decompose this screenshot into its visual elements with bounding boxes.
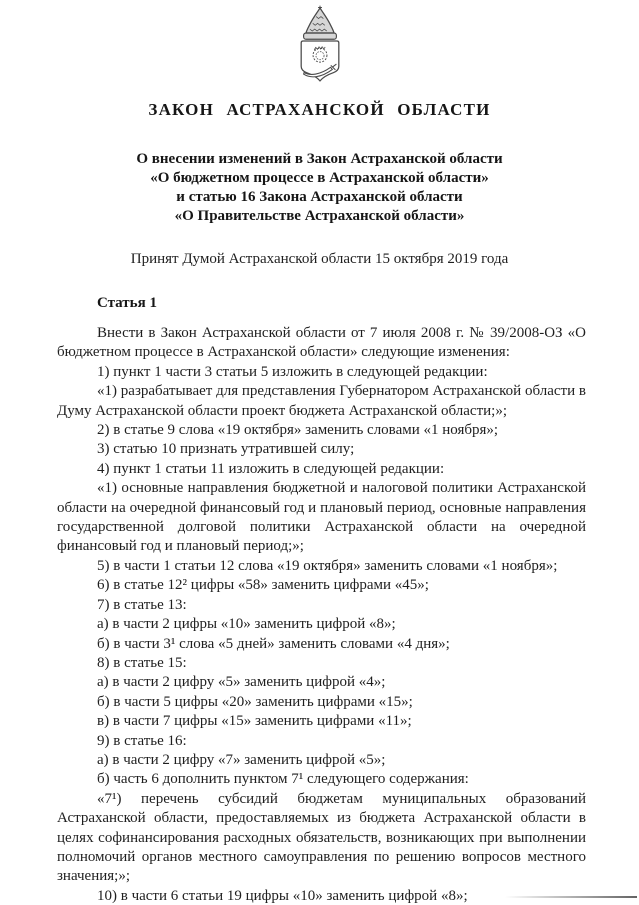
law-title: ЗАКОН АСТРАХАНСКОЙ ОБЛАСТИ xyxy=(148,100,491,119)
paragraph: а) в части 2 цифры «10» заменить цифрой «8»; xyxy=(97,616,396,633)
paragraph: «1) разрабатывает для представления Губернатором Астраханской области в Думу Астраханской области проект бюджета Астраханской области;»; xyxy=(57,383,586,419)
paragraph: 3) статью 10 признать утратившей силу; xyxy=(97,441,355,458)
article-heading: Статья 1 xyxy=(97,295,157,311)
subtitle-line: О внесении изменений в Закон Астраханской области xyxy=(136,151,503,167)
paragraph: 7) в статье 13: xyxy=(97,596,187,613)
paragraph: 8) в статье 15: xyxy=(97,654,187,671)
crown-band-icon xyxy=(303,33,336,39)
subtitle-line: и статью 16 Закона Астраханской области xyxy=(176,189,463,205)
paragraph: Внести в Закон Астраханской области от 7 июля 2008 г. № 39/2008-ОЗ «О бюджетном процессе в Астраханской области» следующие изменения: xyxy=(57,325,586,361)
paragraph: 1) пункт 1 части 3 статьи 5 изложить в следующей редакции: xyxy=(97,363,488,380)
paragraph: 10) в части 6 статьи 19 цифры «10» заменить цифрой «8»; xyxy=(97,887,468,904)
paragraph: «7¹) перечень субсидий бюджетам муниципальных образований Астраханской области, предоставляемых из бюджета Астраханской области в целях софинансирования расходных обязательств, возникающих при выполнении полномочий органов местного самоуправления по решению вопросов местного значения;»; xyxy=(57,790,586,885)
paragraph: 2) в статье 9 слова «19 октября» заменить словами «1 ноября»; xyxy=(97,422,499,439)
subtitle-line: «О бюджетном процессе в Астраханской области» xyxy=(150,170,489,186)
paragraph: 6) в статье 12² цифры «58» заменить цифрами «45»; xyxy=(97,577,429,594)
paragraph: б) в части 3¹ слова «5 дней» заменить словами «4 дня»; xyxy=(97,635,450,652)
paragraph: «1) основные направления бюджетной и налоговой политики Астраханской области на очередной финансовый год и плановый период, основные направления государственной долговой политики Астраханской области на очередной финансовый год и плановый период;»; xyxy=(57,480,586,555)
document-body xyxy=(57,294,586,905)
scan-artifact-line xyxy=(505,896,637,898)
paragraph: 5) в части 1 статьи 12 слова «19 октября» заменить словами «1 ноября»; xyxy=(97,557,558,574)
adoption-line: Принят Думой Астраханской области 15 октября 2019 года xyxy=(130,251,509,267)
paragraph: а) в части 2 цифру «7» заменить цифрой «5»; xyxy=(97,751,386,768)
subtitle-line: «О Правительстве Астраханской области» xyxy=(174,208,465,224)
paragraph: 4) пункт 1 статьи 11 изложить в следующей редакции: xyxy=(97,460,445,477)
paragraph: 9) в статье 16: xyxy=(97,732,187,749)
paragraph: а) в части 2 цифру «5» заменить цифрой «4»; xyxy=(97,674,386,691)
law-subtitle xyxy=(0,150,639,226)
coat-of-arms xyxy=(291,5,349,88)
document-paragraphs xyxy=(57,324,586,905)
astrakhan-coat-of-arms-icon xyxy=(291,5,349,88)
paragraph: в) в части 7 цифры «15» заменить цифрами «11»; xyxy=(97,713,412,730)
paragraph: б) часть 6 дополнить пунктом 7¹ следующего содержания: xyxy=(97,771,469,788)
paragraph: б) в части 5 цифры «20» заменить цифрами «15»; xyxy=(97,693,413,710)
